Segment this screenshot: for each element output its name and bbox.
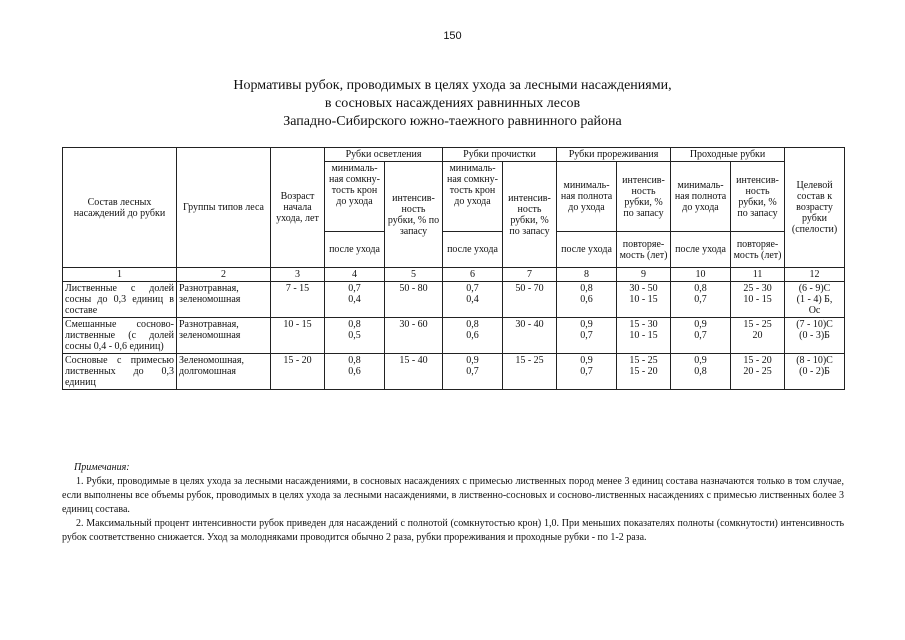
cell-intensity-11 <box>731 354 785 390</box>
value-intensity: 30 - 50 <box>629 283 658 294</box>
value-after: 0,6 <box>466 330 479 341</box>
value-before: 0,8 <box>466 319 479 330</box>
column-number: 6 <box>443 268 503 282</box>
cell-crown-6 <box>443 318 503 354</box>
column-numbers-row <box>63 268 845 282</box>
cell-forest-types: Разнотравная, зеленомошная <box>177 318 271 354</box>
column-number: 2 <box>177 268 271 282</box>
header-intensity-7: интенсив-ность рубки, % по запасу <box>503 162 557 268</box>
value-intensity: 15 - 25 <box>629 355 658 366</box>
cell-forest-types: Разнотравная, зеленомошная <box>177 282 271 318</box>
header-min-crown-6: минималь-ная сомкну-тость крон до ухода <box>443 162 503 232</box>
header-forest-types: Группы типов леса <box>177 148 271 268</box>
cell-intensity-7: 30 - 40 <box>503 318 557 354</box>
header-intensity-11: интенсив-ность рубки, % по запасу <box>731 162 785 232</box>
column-number: 10 <box>671 268 731 282</box>
value-repeat: 10 - 15 <box>629 330 658 341</box>
title-line-1: Нормативы рубок, проводимых в целях ухода за лесными насаждениями, <box>233 78 672 93</box>
value-after: 0,7 <box>466 366 479 377</box>
cell-composition: Лиственные с долей сосны до 0,3 единиц в составе <box>63 282 177 318</box>
value-repeat: 10 - 15 <box>743 294 772 305</box>
cell-forest-types: Зеленомошная, долгомошная <box>177 354 271 390</box>
cell-density-10 <box>671 318 731 354</box>
value-after: 0,4 <box>348 294 361 305</box>
value-intensity: 25 - 30 <box>743 283 772 294</box>
header-target: Целевой состав к возрасту рубки (спелости) <box>785 148 845 268</box>
notes-label: Примечания: <box>74 462 130 473</box>
value-after: 0,6 <box>348 366 361 377</box>
header-after-10: после ухода <box>671 232 731 268</box>
value-after: 0,8 <box>694 366 707 377</box>
header-clearing: Рубки осветления <box>325 148 443 162</box>
cell-age: 15 - 20 <box>271 354 325 390</box>
cell-intensity-5: 15 - 40 <box>385 354 443 390</box>
cell-density-8 <box>557 318 617 354</box>
value-intensity: 15 - 30 <box>629 319 658 330</box>
note-2: 2. Максимальный процент интенсивности рубок приведен для насаждений с полнотой (сомкнутостью крон) 1,0. При меньших показателях полноты (сомкнутости) интенсивность рубок соответственно снижается. Уход за молодняками проводится обычно 2 раза, рубки прореживания и проходные рубки - по 1-2 раза. <box>62 518 844 543</box>
header-thinning: Рубки прореживания <box>557 148 671 162</box>
title-line-2: в сосновых насаждениях равнинных лесов <box>324 96 581 111</box>
cell-density-8 <box>557 354 617 390</box>
cell-crown-4 <box>325 318 385 354</box>
column-number: 3 <box>271 268 325 282</box>
value-intensity: 15 - 25 <box>743 319 772 330</box>
table-row <box>63 282 845 318</box>
cell-target <box>785 354 845 390</box>
header-after-6: после ухода <box>443 232 503 268</box>
cell-crown-4 <box>325 282 385 318</box>
value-before: 0,8 <box>348 319 361 330</box>
target-line: (7 - 10)С <box>796 319 833 330</box>
value-repeat: 20 <box>752 330 763 341</box>
norms-table <box>62 147 845 390</box>
cell-intensity-11 <box>731 318 785 354</box>
value-intensity: 15 - 20 <box>743 355 772 366</box>
value-repeat: 15 - 20 <box>629 366 658 377</box>
value-before: 0,8 <box>580 283 593 294</box>
header-intensity-9: интенсив-ность рубки, % по запасу <box>617 162 671 232</box>
target-line: (1 - 4) Б, <box>796 294 833 305</box>
column-number: 9 <box>617 268 671 282</box>
header-age: Возраст начала ухода, лет <box>271 148 325 268</box>
note-1: 1. Рубки, проводимые в целях ухода за лесными насаждениями, в сосновых насаждениях с примесью лиственных пород менее 3 единиц состава назначаются только в том случае, если выполнены все объемы рубок, проводимых в целях ухода за лесными насаждениями, в лиственно-сосновых и сосново-лиственных насаждениях с примесью лиственных более 3 единиц состава. <box>62 476 844 515</box>
header-composition: Состав лесных насаждений до рубки <box>63 148 177 268</box>
cell-intensity-5: 50 - 80 <box>385 282 443 318</box>
header-after-4: после ухода <box>325 232 385 268</box>
cell-target <box>785 282 845 318</box>
cell-density-8 <box>557 282 617 318</box>
document-title <box>0 77 905 131</box>
column-number: 8 <box>557 268 617 282</box>
cell-age: 7 - 15 <box>271 282 325 318</box>
table-row <box>63 354 845 390</box>
cell-intensity-9 <box>617 282 671 318</box>
title-line-3: Западно-Сибирского южно-таежного равнинного района <box>283 114 622 129</box>
value-repeat: 10 - 15 <box>629 294 658 305</box>
cell-crown-6 <box>443 354 503 390</box>
header-min-density-10: минималь-ная полнота до ухода <box>671 162 731 232</box>
cell-composition: Сосновые с примесью лиственных до 0,3 единиц <box>63 354 177 390</box>
cell-age: 10 - 15 <box>271 318 325 354</box>
target-line: (8 - 10)С <box>796 355 833 366</box>
cell-intensity-11 <box>731 282 785 318</box>
value-before: 0,9 <box>580 319 593 330</box>
value-before: 0,8 <box>694 283 707 294</box>
value-before: 0,9 <box>694 319 707 330</box>
cell-crown-4 <box>325 354 385 390</box>
target-line: (0 - 2)Б <box>799 366 830 377</box>
header-repeat-9: повторяе-мость (лет) <box>617 232 671 268</box>
cell-density-10 <box>671 354 731 390</box>
cell-intensity-9 <box>617 318 671 354</box>
value-before: 0,7 <box>466 283 479 294</box>
value-after: 0,7 <box>694 330 707 341</box>
cell-composition: Смешанные сосново-лиственные (с долей сосны 0,4 - 0,6 единиц) <box>63 318 177 354</box>
value-after: 0,6 <box>580 294 593 305</box>
value-after: 0,5 <box>348 330 361 341</box>
column-number: 12 <box>785 268 845 282</box>
header-repeat-11: повторяе-мость (лет) <box>731 232 785 268</box>
cell-target <box>785 318 845 354</box>
column-number: 11 <box>731 268 785 282</box>
column-number: 5 <box>385 268 443 282</box>
header-row-1 <box>63 148 845 162</box>
cell-intensity-9 <box>617 354 671 390</box>
target-line: Ос <box>808 305 821 316</box>
value-repeat: 20 - 25 <box>743 366 772 377</box>
cell-crown-6 <box>443 282 503 318</box>
cell-intensity-5: 30 - 60 <box>385 318 443 354</box>
header-intensity-5: интенсив-ность рубки, % по запасу <box>385 162 443 268</box>
value-after: 0,7 <box>694 294 707 305</box>
value-after: 0,7 <box>580 366 593 377</box>
cell-intensity-7: 15 - 25 <box>503 354 557 390</box>
column-number: 1 <box>63 268 177 282</box>
header-min-crown-4: минималь-ная сомкну-тость крон до ухода <box>325 162 385 232</box>
column-number: 4 <box>325 268 385 282</box>
header-after-8: после ухода <box>557 232 617 268</box>
value-before: 0,9 <box>580 355 593 366</box>
notes-section <box>62 461 844 545</box>
value-before: 0,7 <box>348 283 361 294</box>
table-row <box>63 318 845 354</box>
value-before: 0,9 <box>694 355 707 366</box>
value-after: 0,7 <box>580 330 593 341</box>
value-before: 0,9 <box>466 355 479 366</box>
header-passage: Проходные рубки <box>671 148 785 162</box>
page-number: 150 <box>443 30 462 42</box>
value-before: 0,8 <box>348 355 361 366</box>
cell-density-10 <box>671 282 731 318</box>
header-min-density-8: минималь-ная полнота до ухода <box>557 162 617 232</box>
value-after: 0,4 <box>466 294 479 305</box>
column-number: 7 <box>503 268 557 282</box>
target-line: (6 - 9)С <box>798 283 831 294</box>
header-cleaning: Рубки прочистки <box>443 148 557 162</box>
cell-intensity-7: 50 - 70 <box>503 282 557 318</box>
target-line: (0 - 3)Б <box>799 330 830 341</box>
